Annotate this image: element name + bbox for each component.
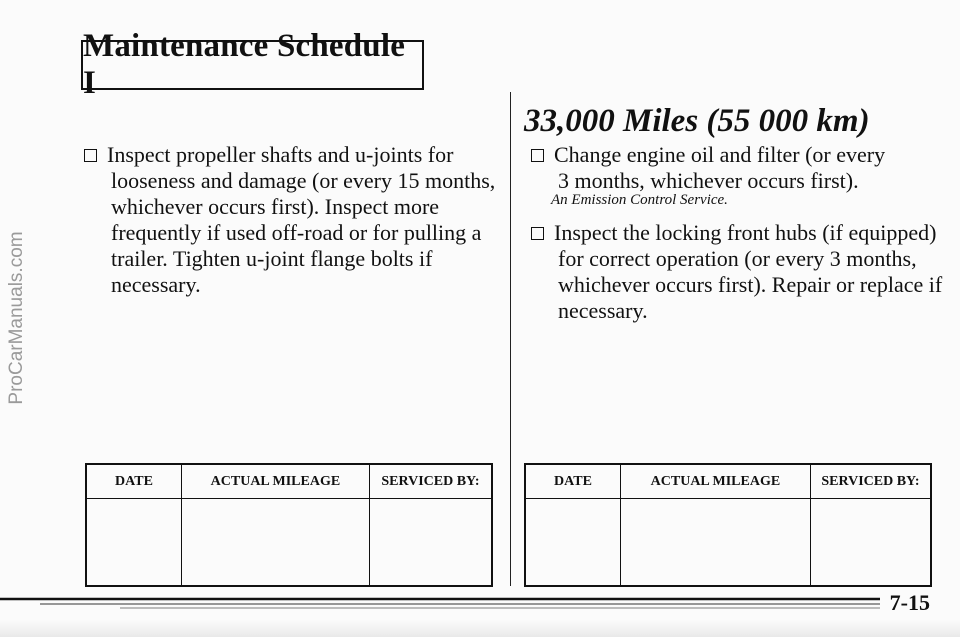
checkbox-icon[interactable] xyxy=(531,149,544,162)
item-line-first xyxy=(84,142,495,168)
page-edge-shadow xyxy=(0,620,960,637)
item-line: necessary. xyxy=(111,272,201,297)
item-line: trailer. Tighten u-joint flange bolts if xyxy=(111,246,433,271)
table-row xyxy=(86,499,492,587)
item-text: Change engine oil and filter (or every xyxy=(554,142,886,167)
page-number: 7-15 xyxy=(889,590,930,615)
footer-rule xyxy=(0,596,960,616)
table-header-row xyxy=(525,464,931,499)
watermark-text: ProCarManuals.com xyxy=(6,231,27,405)
item-line: looseness and damage (or every 15 months, xyxy=(111,168,496,193)
header-actual-mileage: ACTUAL MILEAGE xyxy=(181,464,369,499)
checkbox-icon[interactable] xyxy=(84,149,97,162)
item-line-first xyxy=(531,220,942,246)
item-line: for correct operation (or every 3 months, xyxy=(558,246,917,271)
date-cell[interactable] xyxy=(86,499,181,587)
header-date: DATE xyxy=(86,464,181,499)
item-text: Inspect the locking front hubs (if equipped) xyxy=(554,220,937,245)
table-header-row xyxy=(86,464,492,499)
checklist-item-engine-oil xyxy=(531,142,885,194)
item-line: 3 months, whichever occurs first). xyxy=(558,168,859,193)
table-row xyxy=(525,499,931,587)
title-box xyxy=(81,28,424,101)
checklist-item-propeller-shafts xyxy=(84,142,495,298)
header-serviced-by: SERVICED BY: xyxy=(369,464,492,499)
mileage-cell[interactable] xyxy=(181,499,369,587)
page-title: Maintenance Schedule I xyxy=(83,28,406,101)
column-divider xyxy=(510,92,511,586)
item-line: whichever occurs first). Inspect more xyxy=(111,194,440,219)
item-line-first xyxy=(531,142,885,168)
serviced-by-cell[interactable] xyxy=(810,499,931,587)
item-text: Inspect propeller shafts and u-joints for xyxy=(107,142,454,167)
mileage-cell[interactable] xyxy=(620,499,810,587)
section-heading: 33,000 Miles (55 000 km) xyxy=(524,103,870,139)
watermark xyxy=(0,0,34,637)
header-date: DATE xyxy=(525,464,620,499)
emission-note: An Emission Control Service. xyxy=(551,192,728,208)
item-line: necessary. xyxy=(558,298,648,323)
header-actual-mileage: ACTUAL MILEAGE xyxy=(620,464,810,499)
service-record-table-right xyxy=(524,463,932,587)
checkbox-icon[interactable] xyxy=(531,227,544,240)
service-record-table-left xyxy=(85,463,493,587)
checklist-item-front-hubs xyxy=(531,220,942,324)
item-line: frequently if used off-road or for pulling a xyxy=(111,220,482,245)
date-cell[interactable] xyxy=(525,499,620,587)
serviced-by-cell[interactable] xyxy=(369,499,492,587)
header-serviced-by: SERVICED BY: xyxy=(810,464,931,499)
item-line: whichever occurs first). Repair or replace if xyxy=(558,272,943,297)
